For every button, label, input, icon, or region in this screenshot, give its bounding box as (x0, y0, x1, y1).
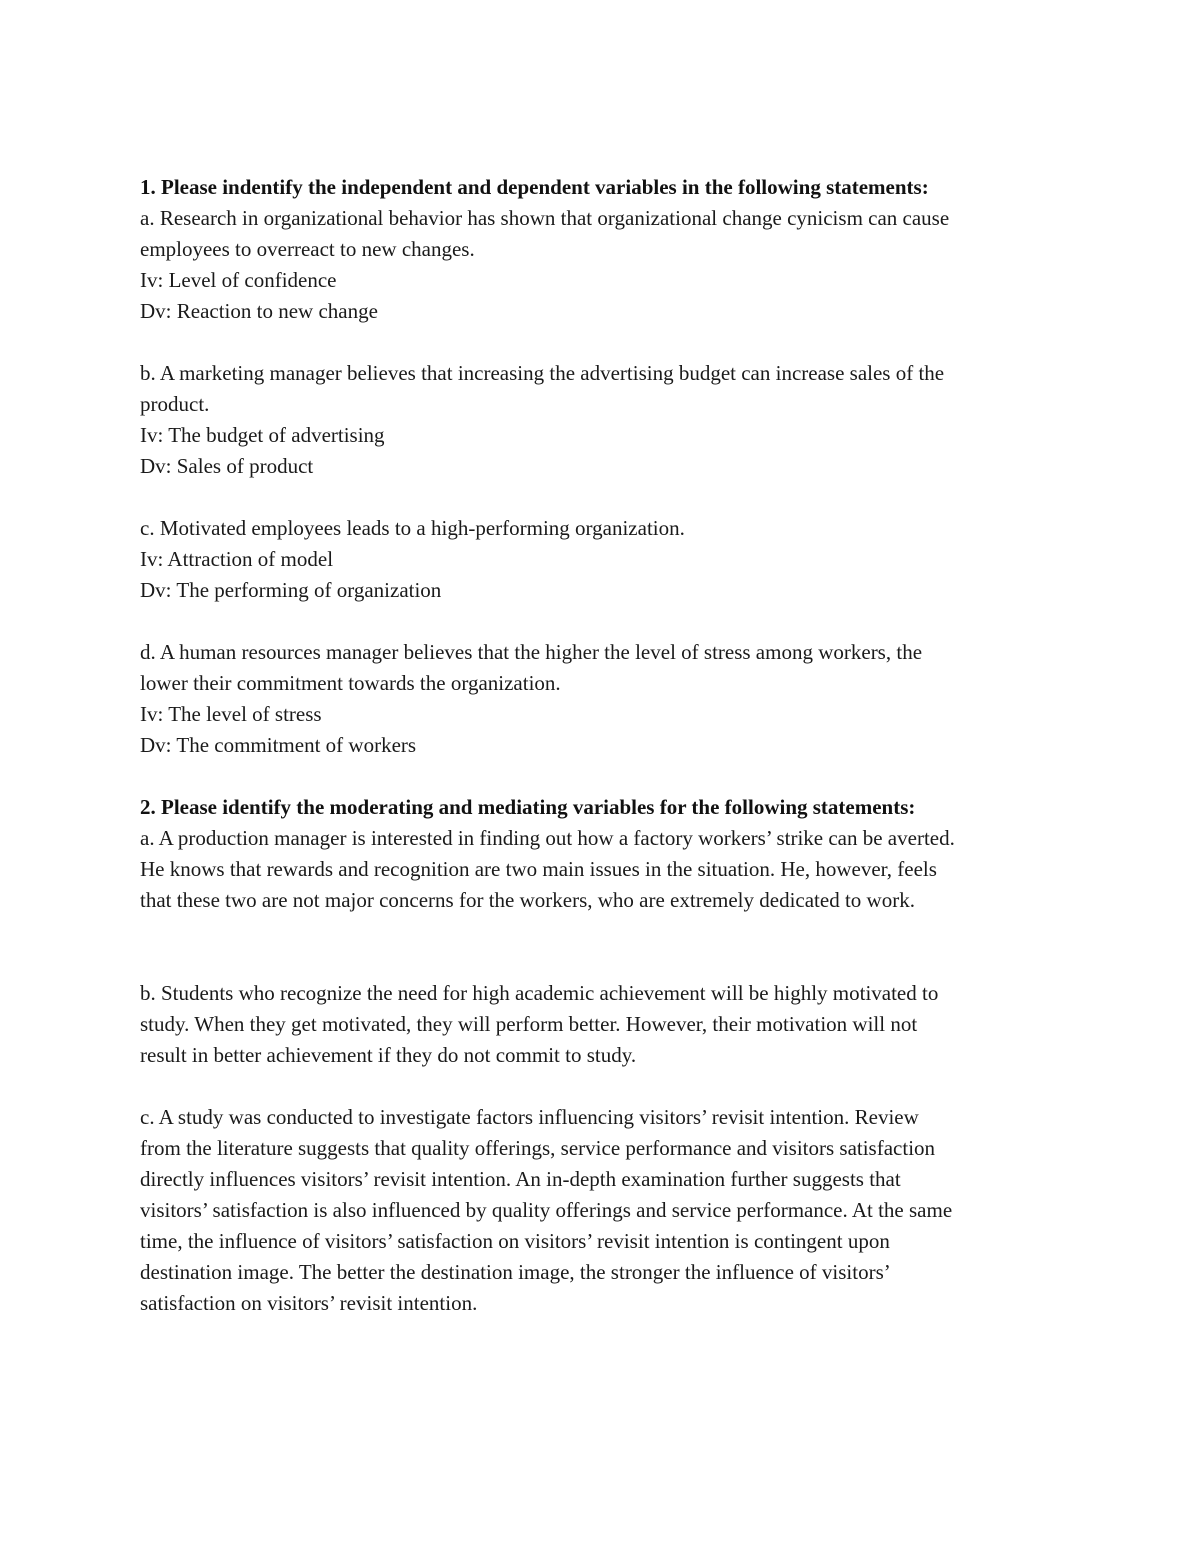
q2-c-line-4: visitors’ satisfaction is also influenced by quality offerings and service performance. At the same (140, 1198, 953, 1222)
q2-c-line-7: satisfaction on visitors’ revisit intention. (140, 1291, 478, 1315)
q1-d-dependent-variable: Dv: The commitment of workers (140, 733, 417, 757)
q1-d-statement-line-2: lower their commitment towards the organization. (140, 671, 561, 695)
q1-c-independent-variable: Iv: Attraction of model (140, 547, 334, 571)
spacer (140, 327, 1058, 358)
q2-item-c (140, 1102, 1058, 1319)
spacer (140, 482, 1058, 513)
q1-d-statement-line-1: d. A human resources manager believes that the higher the level of stress among workers, the (140, 640, 923, 664)
q1-item-c (140, 513, 1058, 606)
q1-a-statement-line-1: a. Research in organizational behavior has shown that organizational change cynicism can cause (140, 206, 950, 230)
spacer (140, 1071, 1058, 1102)
spacer (140, 916, 1058, 978)
document-page (140, 172, 1058, 1319)
q1-d-independent-variable: Iv: The level of stress (140, 702, 322, 726)
spacer (140, 606, 1058, 637)
q2-c-line-6: destination image. The better the destination image, the stronger the influence of visitors’ (140, 1260, 891, 1284)
q2-c-line-1: c. A study was conducted to investigate factors influencing visitors’ revisit intention. Review (140, 1105, 919, 1129)
q2-c-line-5: time, the influence of visitors’ satisfaction on visitors’ revisit intention is contingent upon (140, 1229, 890, 1253)
spacer (140, 761, 1058, 792)
q2-a-line-1: a. A production manager is interested in finding out how a factory workers’ strike can be averted. (140, 826, 955, 850)
question-2-heading: 2. Please identify the moderating and mediating variables for the following statements: (140, 795, 916, 819)
q1-a-independent-variable: Iv: Level of confidence (140, 268, 337, 292)
q2-item-a (140, 823, 1058, 916)
q1-b-dependent-variable: Dv: Sales of product (140, 454, 314, 478)
q2-c-line-2: from the literature suggests that quality offerings, service performance and visitors satisfaction (140, 1136, 936, 1160)
q1-c-dependent-variable: Dv: The performing of organization (140, 578, 442, 602)
q2-a-line-3: that these two are not major concerns for the workers, who are extremely dedicated to work. (140, 888, 915, 912)
q1-a-statement-line-2: employees to overreact to new changes. (140, 237, 475, 261)
q1-item-b (140, 358, 1058, 482)
q2-b-line-3: result in better achievement if they do not commit to study. (140, 1043, 637, 1067)
q1-item-d (140, 637, 1058, 761)
q1-a-dependent-variable: Dv: Reaction to new change (140, 299, 378, 323)
q1-b-statement-line-1: b. A marketing manager believes that increasing the advertising budget can increase sales of the (140, 361, 945, 385)
q2-b-line-1: b. Students who recognize the need for high academic achievement will be highly motivated to (140, 981, 939, 1005)
q2-item-b (140, 978, 1058, 1071)
q2-b-line-2: study. When they get motivated, they will perform better. However, their motivation will not (140, 1012, 918, 1036)
q1-c-statement-line-1: c. Motivated employees leads to a high-performing organization. (140, 516, 685, 540)
q1-b-independent-variable: Iv: The budget of advertising (140, 423, 385, 447)
question-1-heading: 1. Please indentify the independent and dependent variables in the following statements: (140, 175, 929, 199)
q1-b-statement-line-2: product. (140, 392, 210, 416)
q2-c-line-3: directly influences visitors’ revisit intention. An in-depth examination further suggests that (140, 1167, 901, 1191)
q2-a-line-2: He knows that rewards and recognition are two main issues in the situation. He, however, feels (140, 857, 937, 881)
q1-item-a (140, 203, 1058, 327)
